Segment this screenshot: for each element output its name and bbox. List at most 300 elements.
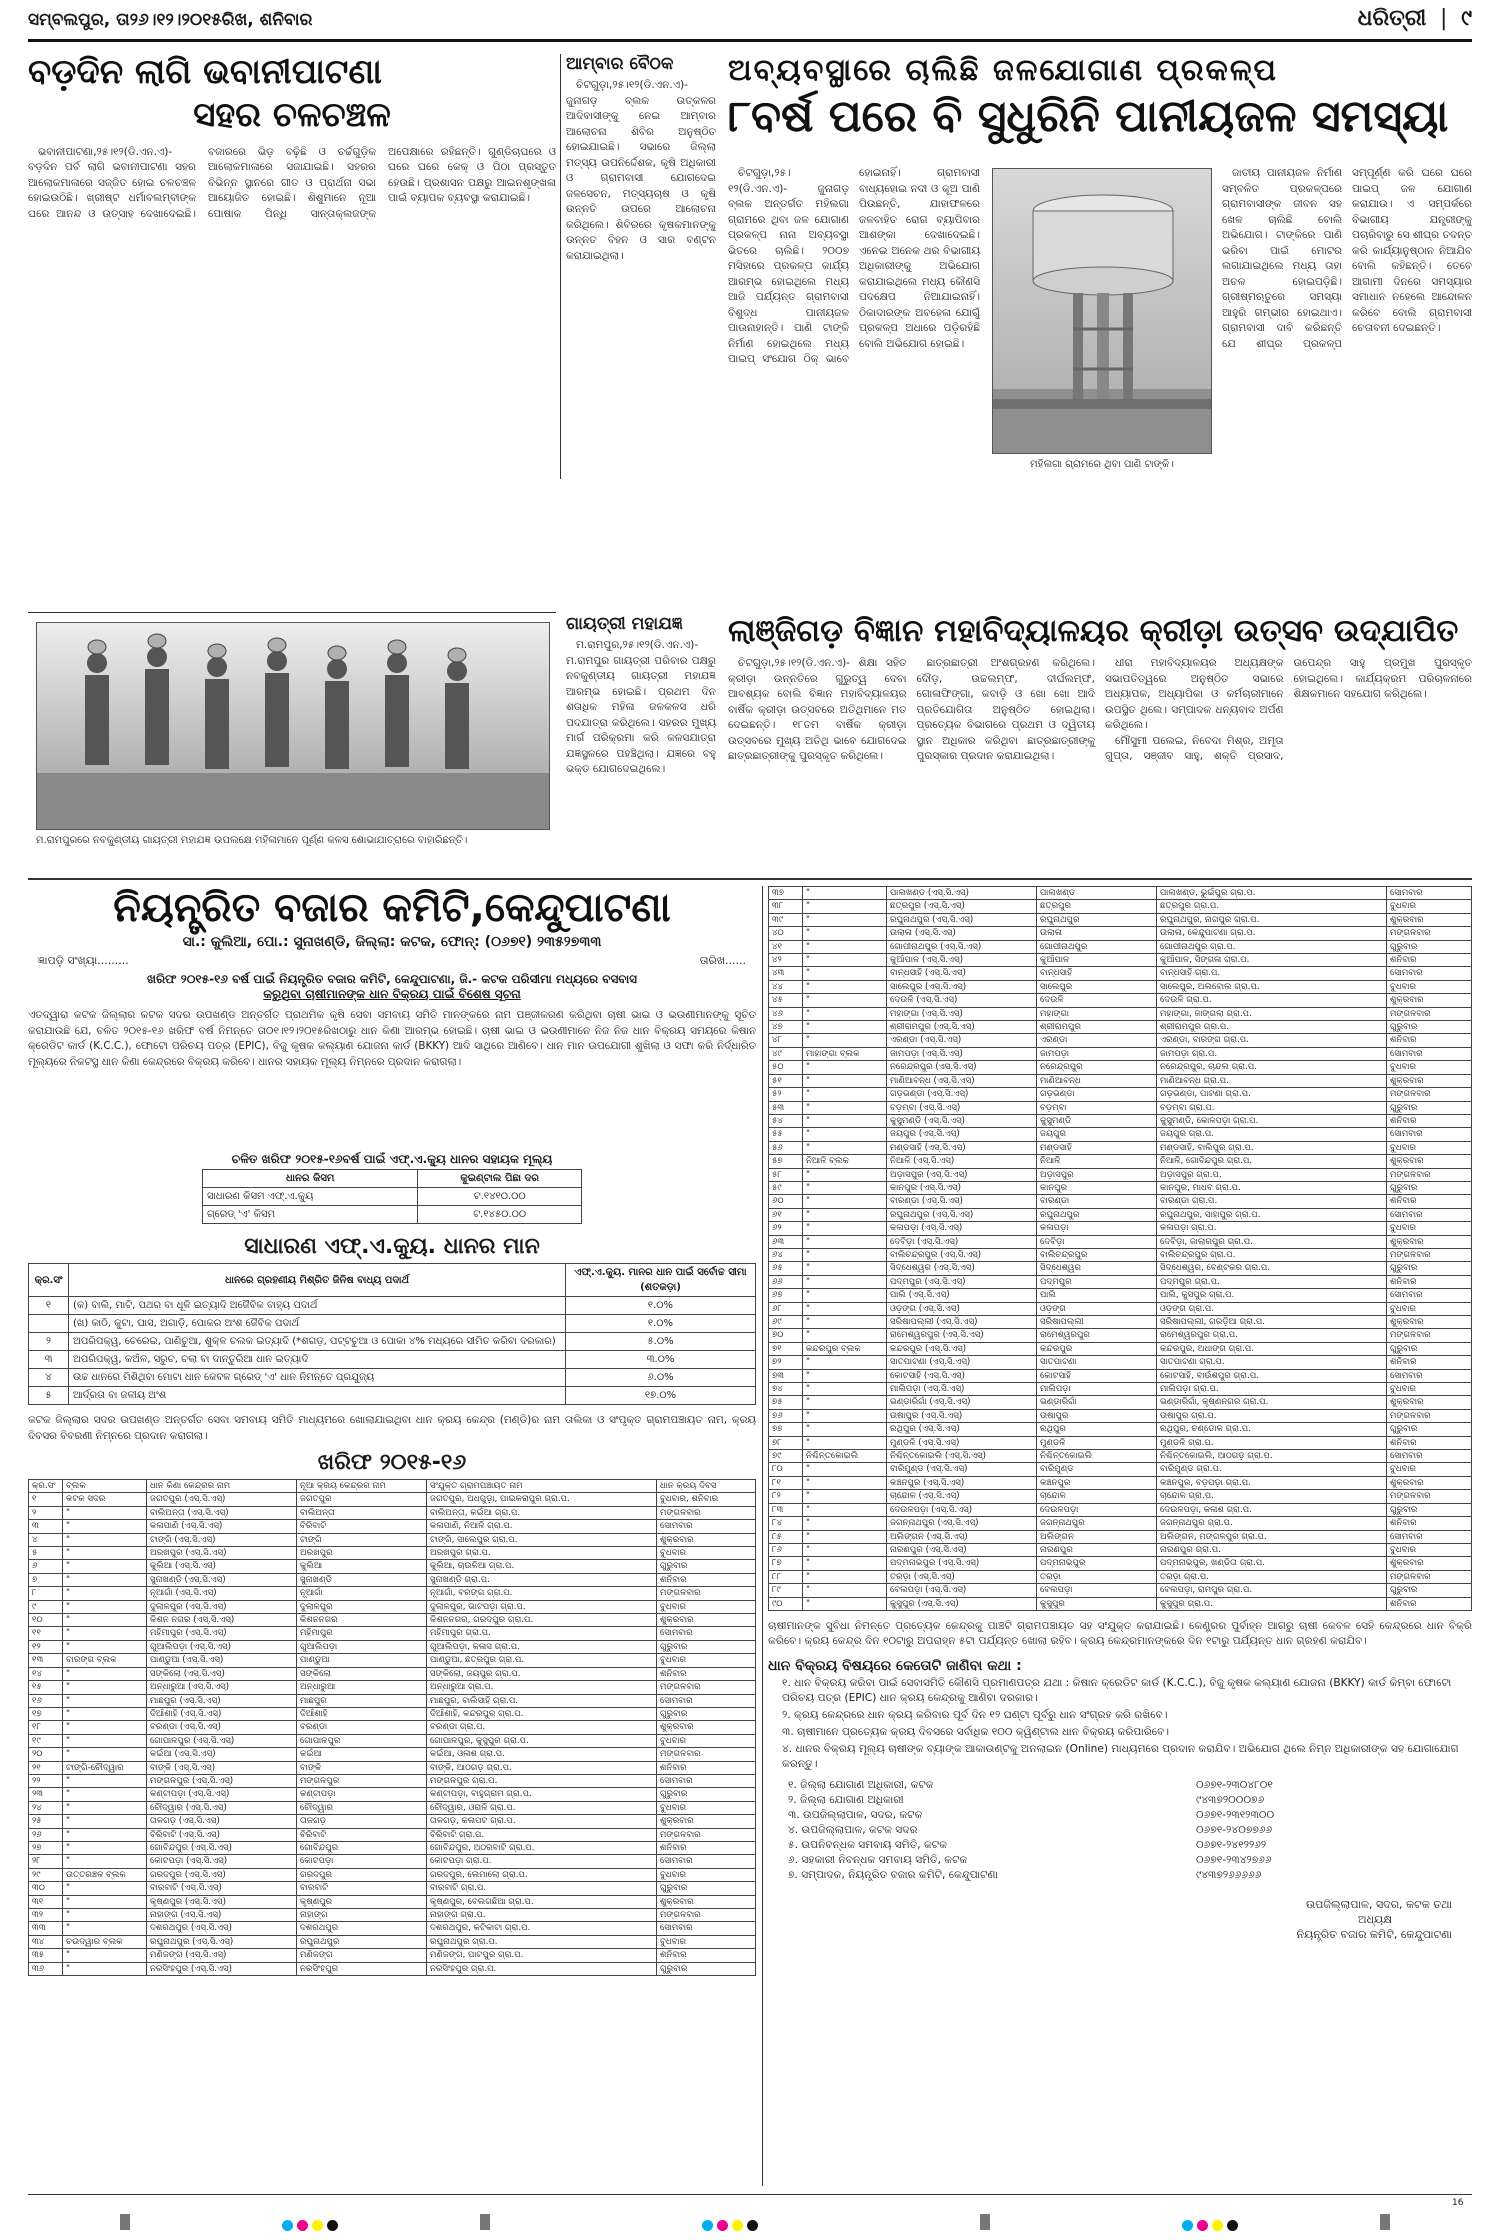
centre-cell: ଅଲିଙ୍ଗନ (ଏସ୍.ସି.ଏସ୍): [887, 1530, 1037, 1543]
centre-cell: ଦିଆଁଶାହି: [297, 1707, 427, 1720]
centre-cell: ଚୌଦ୍ୱାର, ଓରାଳି ଗ୍ରା.ପ.: [427, 1801, 657, 1814]
table-row: [769, 1490, 1472, 1503]
table-row: [29, 1694, 756, 1707]
centre-cell: ": [803, 980, 887, 993]
centre-cell: ": [63, 1895, 147, 1908]
centre-cell: ଶନିବାର: [1387, 1436, 1472, 1449]
table-row: [29, 1520, 756, 1533]
centre-cell: ଗରଦପୁର, ଲେମାଲୋ ଗ୍ରା.ପ.: [427, 1868, 657, 1881]
centre-cell: ବେଲପଡ଼ା, ରାମପୁର ଗ୍ରା.ପ.: [1157, 1584, 1387, 1597]
table-row: [769, 1034, 1472, 1047]
centre-cell: ମୁଣ୍ଡଳି: [1037, 1436, 1157, 1449]
table-row: [769, 1503, 1472, 1516]
centre-cell: ୩୧: [29, 1895, 63, 1908]
story-sports-text-4: ମୌସୁମୀ ପଲେଇ, ନିବେଦା ମିଶ୍ର, ଅମୃତା ଗୁପ୍ତା, ସଞ୍ଜୀବ ସାହୁ, ଶକ୍ତି ପ୍ରସାଦ, ଉପେନ୍ଦ୍ର ସାହୁ ପ୍ରମୁଖ ପୁରସ୍କୃତ ହୋଇଥିଲେ। କାର୍ଯ୍ୟକ୍ରମ ପରିଚାଳନାରେ ଶିକ୍ଷକମାନେ ସହଯୋଗ କରିଥିଲେ।: [1105, 657, 1472, 763]
centre-cell: ଗୁଆଲିପଡ଼ା (ଏସ୍.ସି.ଏସ୍): [147, 1640, 297, 1653]
table-row: [769, 1557, 1472, 1570]
centre-cell: ୯: [29, 1600, 63, 1613]
centre-cell: ନରସିଂହପୁର: [297, 1962, 427, 1975]
centre-cell: ନିଆଳି: [1037, 1155, 1157, 1168]
table-row: [769, 980, 1472, 993]
centre-cell: ୩୯: [769, 913, 803, 926]
centre-cell: ": [63, 1801, 147, 1814]
centre-cell: କଳାପଡ଼ା ଗ୍ରା.ପ.: [1157, 1222, 1387, 1235]
centre-cell: ବାରିମୁଣ୍ଡ (ଏସ୍.ସି.ଏସ୍): [887, 1463, 1037, 1476]
registration-mark: [980, 2214, 990, 2230]
centre-cell: ": [63, 1587, 147, 1600]
centre-cell: ": [63, 1560, 147, 1573]
centre-cell: ୪୮: [769, 1034, 803, 1047]
story-sports-text-3: ଧୀରା ମହାବିଦ୍ୟାଳୟର ଅଧ୍ୟକ୍ଷଙ୍କ ସଭାପତିତ୍ୱରେ ଅନୁଷ୍ଠିତ ସଭାରେ ଅଧ୍ୟାପକ, ଅଧ୍ୟାପିକା ଓ କର୍ମଚାରୀମାନେ ଉପସ୍ଥିତ ଥିଲେ। ସମ୍ପାଦକ ଧନ୍ୟବାଦ ଅର୍ପଣ କରିଥିଲେ।: [1105, 657, 1284, 732]
centre-cell: ଗୁରୁବାର: [1387, 1021, 1472, 1034]
table-row: [29, 1828, 756, 1841]
centre-cell: ": [803, 1101, 887, 1114]
centre-cell: ଚାନ୍ଦୋଳ: [1037, 1490, 1157, 1503]
centre-cell: ପଦ୍ମପୁର ଗ୍ରା.ପ.: [1157, 1275, 1387, 1288]
centre-cell: ସୋମବାର: [1387, 1289, 1472, 1302]
centre-cell: କାନପୁର: [1037, 1181, 1157, 1194]
centre-cell: ଗୁରୁବାର: [657, 1640, 756, 1653]
centre-cell: ଦୁଲାଳପୁର, ଭାଟପଡ଼ା ଗ୍ରା.ପ.: [427, 1600, 657, 1613]
centre-cell: ": [803, 1396, 887, 1409]
centre-cell: ": [63, 1774, 147, 1787]
centre-cell: କୁସୁପୁର (ଏସ୍.ସି.ଏସ୍): [887, 1597, 1037, 1610]
centre-cell: ": [803, 1369, 887, 1382]
contact-phone: ୦୬୭୧-୨୪୧୨୨୬୨: [1195, 1838, 1267, 1851]
centre-cell: ମୁଣ୍ଡଳି (ଏସ୍.ସି.ଏସ୍): [887, 1436, 1037, 1449]
centre-cell: ": [803, 967, 887, 980]
ad-memo: ଜ୍ଞାପଡ଼ି ସଂଖ୍ୟା.........: [38, 954, 129, 967]
centre-cell: ": [63, 1627, 147, 1640]
centre-cell: ବାଲିଚନ୍ଦ୍ରପୁର (ଏସ୍.ସି.ଏସ୍): [887, 1248, 1037, 1261]
centre-cell: ରାମେଶ୍ୱରପୁର: [1037, 1329, 1157, 1342]
centre-cell: ପାଣ୍ଡୁଆ, ଛତ୍ରପୁର ଗ୍ରା.ପ.: [427, 1654, 657, 1667]
table-row: [788, 1853, 1348, 1868]
quality-header-sl: କ୍ର.ସଂ: [29, 1264, 69, 1297]
centre-cell: ": [803, 1476, 887, 1489]
centre-cell: ": [803, 1316, 887, 1329]
centre-cell: ପଦ୍ମପୁର: [1037, 1275, 1157, 1288]
centre-cell: ବୁଧବାର: [1387, 900, 1472, 913]
centre-cell: ": [63, 1815, 147, 1828]
centre-cell: କନ୍ଦରପୁର: [1037, 1342, 1157, 1355]
centre-cell: ୮୪: [769, 1517, 803, 1530]
quality-cell: ୩.୦%: [566, 1351, 756, 1369]
centre-cell: ବାନ୍ଧସାହି ଗ୍ରା.ପ.: [1157, 967, 1387, 980]
centre-cell: ଏରଣ୍ଡା, ବାରଙ୍ଗ ଗ୍ରା.ପ.: [1157, 1034, 1387, 1047]
centre-cell: ମଙ୍ଗଳବାର: [657, 1909, 756, 1922]
table-row: [29, 1962, 756, 1975]
centre-cell: ୮୩: [769, 1503, 803, 1516]
centre-cell: କୋଟପଡ଼ା (ଏସ୍.ସି.ଏସ୍): [147, 1855, 297, 1868]
centre-cell: ": [803, 1597, 887, 1610]
ad-subject-2: କରୁଥିବା ଚାଷୀମାନଙ୍କ ଧାନ ବିକ୍ରୟ ପାଇଁ ବିଶେଷ ସୂଚନା: [263, 987, 521, 1001]
centre-cell: ନିଶ୍ଚିନ୍ତକୋଇଲି: [1037, 1450, 1157, 1463]
centre-cell: ଟାଙ୍ଗି: [297, 1533, 427, 1546]
centre-cell: ମାଛପୁର: [297, 1694, 427, 1707]
table-row: [29, 1573, 756, 1586]
centre-cell: କୁଲିଆ (ଏସ୍.ସି.ଏସ୍): [147, 1560, 297, 1573]
contact-name: ୬. ସହକାରୀ ନିବନ୍ଧକ ସମବାୟ ସମିତି, କଟକ: [788, 1853, 968, 1866]
centre-cell: ୩: [29, 1520, 63, 1533]
centre-cell: ମାଛପୁର, ବାଲିସାହି ଗ୍ରା.ପ.: [427, 1694, 657, 1707]
quality-cell: ୧: [29, 1297, 69, 1315]
contact-name: ୧. ଜିଲ୍ଲା ଯୋଗାଣ ଅଧିକାରୀ, କଟକ: [788, 1778, 934, 1791]
centre-cell: ମଙ୍ଗଳବାର: [1387, 1168, 1472, 1181]
table-row: [769, 1476, 1472, 1489]
centre-cell: ": [803, 1570, 887, 1583]
centre-cell: ବିରିବାଟି ଗ୍ରା.ପ.: [427, 1828, 657, 1841]
centre-cell: ମହିମାପୁର ଗ୍ରା.ପ.: [427, 1627, 657, 1640]
centre-cell: ମଙ୍ଗଳବାର: [657, 1587, 756, 1600]
centre-cell: ୨୦: [29, 1748, 63, 1761]
info-point: ୩. ଚାଷୀମାନେ ପ୍ରତ୍ୟେକ କ୍ରୟ ଦିବସରେ ସର୍ବାଧିକ ୧୦୦ କ୍ୱିଣ୍ଟାଲ ଧାନ ବିକ୍ରୟ କରିପାରିବେ।: [782, 1725, 1170, 1738]
table-row: [29, 1841, 756, 1854]
centre-cell: ୮୦: [769, 1463, 803, 1476]
centre-cell: ଚଉଦ୍ୱାର ବ୍ଲକ: [63, 1935, 147, 1948]
centre-cell: ଛତ୍ରପୁର ଗ୍ରା.ପ.: [1157, 900, 1387, 913]
centre-cell: ଶନିବାର: [657, 1761, 756, 1774]
centre-cell: ୬୧: [769, 1208, 803, 1221]
centre-cell: ୧୧: [29, 1627, 63, 1640]
centre-cell: ଅଲିଙ୍ଗନ: [1037, 1530, 1157, 1543]
story-meeting-body: [566, 78, 716, 473]
centre-cell: ବାରଙ୍ଗ ବ୍ଲକ: [63, 1654, 147, 1667]
centre-cell: ସୋମବାର: [1387, 1530, 1472, 1543]
centre-cell: ": [63, 1788, 147, 1801]
table-row: [29, 1654, 756, 1667]
centre-cell: ଗୁରୁବାର: [657, 1962, 756, 1975]
centre-cell: ": [803, 1208, 887, 1221]
centre-cell: ୭୪: [769, 1383, 803, 1396]
centre-cell: ୩୪: [29, 1935, 63, 1948]
table-row: [29, 1761, 756, 1774]
centre-cell: ": [803, 1168, 887, 1181]
centre-cell: ବୁଧବାର: [1387, 1222, 1472, 1235]
centre-cell: ବରଣ୍ଡା (ଏସ୍.ସି.ଏସ୍): [147, 1721, 297, 1734]
centre-cell: ରଘୁନାଥପୁର (ଏସ୍.ସି.ଏସ୍): [147, 1935, 297, 1948]
centre-cell: ନାରଣପୁର (ଏସ୍.ସି.ଏସ୍): [887, 1543, 1037, 1556]
centre-cell: ଶୁକ୍ରବାର: [1387, 1235, 1472, 1248]
centre-cell: ": [803, 1517, 887, 1530]
centre-cell: ସାଲେପୁର (ଏସ୍.ସି.ଏସ୍): [887, 980, 1037, 993]
centre-cell: ଦେଉଳପଡ଼ା (ଏସ୍.ସି.ଏସ୍): [887, 1503, 1037, 1516]
centre-cell: ୪୯: [769, 1047, 803, 1060]
centre-cell: ଉଷାପୁର: [1037, 1409, 1157, 1422]
procession-illustration: [37, 623, 550, 830]
centre-cell: ଦେବିଡ଼ା, ଜାଲାରପୁର ଗ୍ରା.ପ.: [1157, 1235, 1387, 1248]
centre-cell: ସଙ୍କିଲୋ: [297, 1667, 427, 1680]
centre-cell: ମହାଙ୍ଗା (ଏସ୍.ସି.ଏସ୍): [887, 1007, 1037, 1020]
centre-cell: ୪୨: [769, 954, 803, 967]
story-water-kicker: ଅବ୍ୟବସ୍ଥାରେ ଚାଲିଛି ଜଳଯୋଗାଣ ପ୍ରକଳ୍ପ: [728, 53, 1278, 88]
centre-cell: ୭୭: [769, 1423, 803, 1436]
centre-cell: ଶୁକ୍ରବାର: [1387, 1396, 1472, 1409]
centre-cell: ": [803, 1503, 887, 1516]
centre-cell: ମଣ୍ଡସାହି: [1037, 1141, 1157, 1154]
contacts-body: [788, 1778, 1348, 1883]
table-row: [769, 1141, 1472, 1154]
centre-cell: ଉଲାଳା, କେନ୍ଦୁପାଟଣା ଗ୍ରା.ପ.: [1157, 927, 1387, 940]
centre-cell: ତରଡ଼ା: [1037, 1570, 1157, 1583]
ad-column-divider: [762, 886, 763, 2186]
paper-title: ଧରିତ୍ରୀ: [1357, 6, 1427, 31]
centre-cell: ": [63, 1533, 147, 1546]
table-row: [769, 1128, 1472, 1141]
centre-cell: ବଡ଼ମ୍ବା (ଏସ୍.ସି.ଏସ୍): [887, 1101, 1037, 1114]
centre-cell: ଜଗନ୍ନାଥପୁର: [1037, 1517, 1157, 1530]
centre-table-body: [29, 1493, 756, 1976]
centre-cell: ସୁନାଖଣ୍ଡି ଗ୍ରା.ପ.: [427, 1573, 657, 1586]
signatory-3: ନିୟନ୍ତ୍ରିତ ବଜାର କମିଟି, କେନ୍ଦୁପାଟଣା: [1296, 1927, 1452, 1941]
centre-cell: ": [803, 1021, 887, 1034]
quality-cell: ଉଚ୍ଚ ଧାନରେ ମିଶିଥିବା ମୋଟା ଧାନ କେବଳ ଗ୍ରେଡ୍ 'ଏ' ଧାନ ନିମନ୍ତେ ପ୍ରଯୁଜ୍ୟ: [69, 1369, 566, 1387]
centre-cell: ସରିଷାପଲ୍ଲୀ, ଗରଡ଼ିଆ ଗ୍ରା.ପ.: [1157, 1316, 1387, 1329]
centre-header-cell: ଧାନ କିଣା କେନ୍ଦ୍ରର ନାମ: [147, 1480, 297, 1493]
closing-note: ଚାଷୀମାନଙ୍କ ସୁବିଧା ନିମନ୍ତେ ପ୍ରତ୍ୟେକ କେନ୍ଦ୍ରକୁ ପାଞ୍ଚଟି ଗ୍ରାମପଞ୍ଚାୟତ ସହ ସଂଯୁକ୍ତ କରାଯାଇଛି। କେଣ୍ଟ୍ରର ପୁର୍ବାହ୍ନ ଆଗରୁ ଚାଷୀ କେବଳ ସେହି କେନ୍ଦ୍ରରେ ଧାନ ବିକ୍ରି କରିବେ। କ୍ରୟ କେନ୍ଦ୍ର ଦିନ ୧୦ଟାରୁ ଅପରାହ୍ନ ୫ଟା ପର୍ଯ୍ୟନ୍ତ ଖୋଲା ରହିବ। କ୍ରୟ କେନ୍ଦ୍ରମାନଙ୍କରେ ଦିନ ୧ଟାରୁ ପର୍ଯ୍ୟନ୍ତ ଧାନ ଗ୍ରହଣ କରାଯିବ।: [768, 1619, 1472, 1648]
centre-cell: ବିରିବାଟି: [297, 1520, 427, 1533]
centre-cell: ": [803, 1128, 887, 1141]
centre-cell: ୭୮: [769, 1436, 803, 1449]
quality-cell: ୫.୦%: [566, 1333, 756, 1351]
centre-cell: ଜଗନ୍ନାଥପୁର (ଏସ୍.ସି.ଏସ୍): [887, 1517, 1037, 1530]
centre-cell: ପାଲି: [1037, 1289, 1157, 1302]
centre-cell: ଶୁକ୍ରବାର: [657, 1721, 756, 1734]
centre-cell: ମଙ୍ଗଳପୁର: [297, 1774, 427, 1787]
centre-cell: ": [803, 913, 887, 926]
color-dots: [700, 2216, 760, 2235]
centre-cell: ୨୮: [29, 1855, 63, 1868]
centre-cell: ବାଲିଅନ୍ତା (ଏସ୍.ସି.ଏସ୍): [147, 1506, 297, 1519]
table-row: [769, 1342, 1472, 1355]
story-water-body-right: [1222, 166, 1472, 476]
story-sports-headline: ଲାଞ୍ଜିଗଡ଼ ବିଜ୍ଞାନ ମହାବିଦ୍ୟାଳୟର କ୍ରୀଡ଼ା ଉତ୍ସବ ଉଦ୍ଯାପିତ: [728, 613, 1459, 649]
centre-cell: ": [63, 1600, 147, 1613]
centre-cell: ଅରଖପୁର (ଏସ୍.ସି.ଏସ୍): [147, 1547, 297, 1560]
paper-name: ଧରିତ୍ରୀ | ୯: [1357, 6, 1472, 31]
table-row: [203, 1188, 582, 1206]
centre-cell: ଅରଖପୁର: [297, 1547, 427, 1560]
centre-cell: ନୂଆଗାଁ, ବରଙ୍ଗ ଗ୍ରା.ପ.: [427, 1587, 657, 1600]
table-row: [29, 1721, 756, 1734]
table-row: [769, 1061, 1472, 1074]
centre-cell: ୭୦: [769, 1329, 803, 1342]
centre-cell: ମଙ୍ଗଳବାର: [1387, 1409, 1472, 1422]
centre-cell: କୃଷ୍ଣପୁର: [297, 1895, 427, 1908]
centre-cell: ମଙ୍ଗଳବାର: [1387, 1329, 1472, 1342]
centre-cell: ଗୁରୁବାର: [657, 1882, 756, 1895]
centre-cell: ଗୋବିନ୍ଦପୁର: [297, 1841, 427, 1854]
quality-cell: ଅପରିପକ୍ୱ, କଅଁଳ, ସରୁଚ, ଚଲା ବା ଦାନ୍ତୁରିଆ ଧାନ ଇତ୍ୟାଦି: [69, 1351, 566, 1369]
centre-cell: ସାତପାଟଣା (ଏସ୍.ସି.ଏସ୍): [887, 1356, 1037, 1369]
table-row: [29, 1533, 756, 1546]
table-row: [769, 1074, 1472, 1087]
centre-cell: କୁସୁପୁର: [1037, 1597, 1157, 1610]
date-line: ସମ୍ବଲପୁର, ତା୨୬।୧୨।୨୦୧୫ରିଖ, ଶନିବାର: [28, 10, 313, 30]
table-row: [769, 954, 1472, 967]
table-row: [769, 1369, 1472, 1382]
centre-cell: ନିଆଳି (ଏସ୍.ସି.ଏସ୍): [887, 1155, 1037, 1168]
quality-table-body: [29, 1297, 756, 1405]
centre-cell: କଞ୍ଚନପୁର, ବଡ଼ପଡ଼ା ଗ୍ରା.ପ.: [1157, 1476, 1387, 1489]
ad-date: ତାରିଖ......: [699, 954, 746, 967]
centre-cell: ବଡ଼ମ୍ବା: [1037, 1101, 1157, 1114]
centre-cell: ବାଙ୍କି: [297, 1761, 427, 1774]
centre-cell: ": [63, 1855, 147, 1868]
centre-cell: ବୁଧବାର: [657, 1868, 756, 1881]
quality-cell: ୫: [29, 1387, 69, 1405]
centre-cell: ": [63, 1841, 147, 1854]
registration-mark: [480, 2214, 490, 2230]
centre-cell: କନ୍ଦରପୁର ବ୍ଲକ: [803, 1342, 887, 1355]
centre-cell: ୬୨: [769, 1222, 803, 1235]
centre-cell: ବାନ୍ଧସାହି: [1037, 967, 1157, 980]
centre-cell: ସୋମବାର: [1387, 1208, 1472, 1221]
centre-cell: ଟାଙ୍ଗି, ସାଲେପୁର ଗ୍ରା.ପ.: [427, 1533, 657, 1546]
centre-cell: ନରସିଂହପୁର (ଏସ୍.ସି.ଏସ୍): [147, 1962, 297, 1975]
quality-cell: [29, 1315, 69, 1333]
table-row: [29, 1748, 756, 1761]
quality-header-item: ଧାନରେ ଗ୍ରହଣୀୟ ମିଶ୍ରିତ ଜିନିଷ ବାଧ୍ୟ ପଦାର୍ଥ: [69, 1264, 566, 1297]
centre-cell: ": [63, 1748, 147, 1761]
centre-cell: ଗୋପୀନାଥପୁର (ଏସ୍.ସି.ଏସ୍): [887, 940, 1037, 953]
centre-cell: ": [803, 1195, 887, 1208]
centre-cell: ବରଣ୍ଡା: [297, 1721, 427, 1734]
centre-cell: ବୁଧବାର: [657, 1801, 756, 1814]
centre-cell: ବେଲପଡ଼ା (ଏସ୍.ସି.ଏସ୍): [887, 1584, 1037, 1597]
centre-cell: ": [803, 1222, 887, 1235]
centre-cell: ଉଲାଳା: [1037, 927, 1157, 940]
centre-cell: ": [803, 994, 887, 1007]
table-row: [29, 1855, 756, 1868]
centre-cell: ବାରଣ୍ଡା ଗ୍ରା.ପ.: [1157, 1195, 1387, 1208]
centre-cell: ୫୪: [769, 1114, 803, 1127]
centre-cell: ରଘୁନାଥପୁର: [1037, 1208, 1157, 1221]
centre-cell: ": [803, 1088, 887, 1101]
centre-cell: କିଶନ ନଗର (ଏସ୍.ସି.ଏସ୍): [147, 1614, 297, 1627]
centre-cell: କାନପୁର (ଏସ୍.ସି.ଏସ୍): [887, 1181, 1037, 1194]
centre-cell: ଗୁରୁବାର: [657, 1707, 756, 1720]
centre-cell: ପଦ୍ମନାଭପୁର (ଏସ୍.ସି.ଏସ୍): [887, 1557, 1037, 1570]
table-row: [769, 1396, 1472, 1409]
centre-cell: ଏରଣ୍ଡା (ଏସ୍.ସି.ଏସ୍): [887, 1034, 1037, 1047]
centre-cell: ଜୟପୁର ଗ୍ରା.ପ.: [1157, 1128, 1387, 1141]
centre-cell: ବାଙ୍କି (ଏସ୍.ସି.ଏସ୍): [147, 1761, 297, 1774]
centre-cell: ": [803, 1436, 887, 1449]
table-row: [29, 1333, 756, 1351]
centre-cell: ": [803, 1530, 887, 1543]
table-row: [29, 1949, 756, 1962]
centre-cell: ନାହାଙ୍ଗ (ଏସ୍.ସି.ଏସ୍): [147, 1909, 297, 1922]
centre-cell: ୭୧: [769, 1342, 803, 1355]
centre-cell: ": [63, 1640, 147, 1653]
table-row: [29, 1801, 756, 1814]
centre-cell: ବିରିବାଟି (ଏସ୍.ସି.ଏସ୍): [147, 1828, 297, 1841]
centre-cell: ଶନିବାର: [1387, 1597, 1472, 1610]
centre-cell: ବୁଧବାର: [657, 1600, 756, 1613]
centre-cell: କଳାପାଣି (ଏସ୍.ସି.ଏସ୍): [147, 1520, 297, 1533]
centre-cell: ଶୁକ୍ରବାର: [1387, 994, 1472, 1007]
centre-cell: କିଶନନଗର, ଗରଦପୁର ଗ୍ରା.ପ.: [427, 1614, 657, 1627]
ad-notice: ଏତଦ୍ୱାରା କଟକ ଜିଲ୍ଲାର କଟକ ସଦର ଉପଖଣ୍ଡ ଅନ୍ତର୍ଗତ ପ୍ରାଥମିକ କୃଷି ସେବା ସମବାୟ ସମିତି ମାନଙ୍କରେ ନାମ ପଞ୍ଜୀକରଣ କରିଥିବା ଚାଷୀ ଭାଇ ଓ ଭଉଣୀମାନଙ୍କୁ ସୂଚିତ କରାଯାଉଛି ଯେ, ଚଳିତ ୨୦୧୫-୧୬ ଖରିଫ ବର୍ଷ ନିମନ୍ତେ ତା୦୧।୧୨।୨୦୧୫ରିଖଠାରୁ ଧାନ କିଣା ଆରମ୍ଭ ହୋଇଛି। ଚାଷୀ ଭାଇ ଓ ଭଉଣୀମାନେ ନିଜ ନିଜ ଧାନ ବିକ୍ରୟ ସମୟରେ କିଷାନ କ୍ରେଡିଟ କାର୍ଡ (K.C.C.), ଫୋଟୋ ପରିଚୟ ପତ୍ର (EPIC), ବିଜୁ କୃଷକ କଲ୍ୟାଣ ଯୋଜନା କାର୍ଡ (BKKY) ଆଦି ସାଥିରେ ଆଣିବେ। ଧାନ ମାନ ଉପଯୋଗୀ ଶୁଖିଲା ଓ ସଫା କରି ନିର୍ଦ୍ଧାରିତ ମୂଲ୍ୟରେ ନିକଟସ୍ଥ ଧାନ କିଣା କେନ୍ଦ୍ରରେ ବିକ୍ରୟ କରିବେ। ଧାନର ସହାୟକ ମୂଲ୍ୟ ନିମ୍ନରେ ପ୍ରଦାନ କରାଗଲା।: [28, 1009, 756, 1068]
centre-cell: ବୁଧବାର, ଶନିବାର: [657, 1493, 756, 1506]
centre-cell: କଣ୍ଟାପଡ଼ା: [297, 1788, 427, 1801]
contact-phone: ୦୬୭୧-୨୩୦୪୮୦୧: [1195, 1778, 1273, 1791]
table-row: [769, 1423, 1472, 1436]
table-row: [769, 1316, 1472, 1329]
centre-cell: ୪: [29, 1533, 63, 1546]
centre-cell: ବାରବାଟି ଗ୍ରା.ପ.: [427, 1882, 657, 1895]
centre-table-body: [769, 887, 1472, 1611]
centre-cell: ରଘୁନାଥପୁର: [297, 1935, 427, 1948]
centre-cell: କଇଁଆ: [297, 1748, 427, 1761]
centre-cell: ବାରିମୁଣ୍ଡ ଗ୍ରା.ପ.: [1157, 1463, 1387, 1476]
centre-cell: ଶନିବାର: [657, 1667, 756, 1680]
centre-cell: କୁଆଁପାଳ (ଏସ୍.ସି.ଏସ୍): [887, 954, 1037, 967]
centre-cell: ଦିଆଁଶାହି (ଏସ୍.ସି.ଏସ୍): [147, 1707, 297, 1720]
centre-cell: ଗୁରୁବାର: [1387, 1423, 1472, 1436]
centre-cell: ଜାମପଡ଼ା (ଏସ୍.ସି.ଏସ୍): [887, 1047, 1037, 1060]
centre-cell: ": [803, 1543, 887, 1556]
centre-cell: ରଥିପୁର: [1037, 1423, 1157, 1436]
centre-cell: ନୂଆଗାଁ: [297, 1587, 427, 1600]
centre-cell: ୪୧: [769, 940, 803, 953]
centre-cell: ଗରଦପୁର: [297, 1868, 427, 1881]
centre-cell: ଓଡ଼ଙ୍ଗ ଗ୍ରା.ପ.: [1157, 1302, 1387, 1315]
table-row: [769, 1450, 1472, 1463]
centre-cell: କୁଲିଆ, ଚାଉଳିଆ ଗ୍ରା.ପ.: [427, 1560, 657, 1573]
contact-phone: ୦୬୭୧-୨୪୦୭୭୬୬: [1195, 1823, 1273, 1836]
quality-cell: ଆର୍ଦ୍ରତା ବା ଜଳୀୟ ଅଂଶ: [69, 1387, 566, 1405]
centre-cell: ୮୧: [769, 1476, 803, 1489]
story-water-text-right: ଜାତୀୟ ପାନୀୟଜଳ ନିର୍ମାଣ ସମ୍ବଳିତ ପ୍ରକଳ୍ପରେ ଗ୍ରାମବାସୀଙ୍କ ଜୀବନ ସହ ଖେଳ ଚାଲିଛି ବୋଲି ଅଭିଯୋଗ। ଟାଙ୍କିରେ ପାଣି ଭରିବା ପାଇଁ ମୋଟର ଲଗାଯାଇଥିଲେ ମଧ୍ୟ ତାହା ଅଚଳ ହୋଇପଡ଼ିଛି। ଗ୍ରୀଷ୍ମଋତୁରେ ସମସ୍ୟା ଆହୁରି ଗମ୍ଭୀର ହୋଇଥାଏ। ଗ୍ରାମବାସୀ ଦାବି କରିଛନ୍ତି ଯେ ଶୀଘ୍ର ପ୍ରକଳ୍ପ ସମ୍ପୂର୍ଣ୍ଣ କରି ଘରେ ଘରେ ପାଇପ୍ ଜଳ ଯୋଗାଣ କରାଯାଉ। ଏ ସମ୍ପର୍କରେ ବିଭାଗୀୟ ଯନ୍ତ୍ରୀଙ୍କୁ ପଚାରିବାରୁ ସେ ଶୀଘ୍ର ତଦନ୍ତ କରି କାର୍ଯ୍ୟାନୁଷ୍ଠାନ ନିଆଯିବ ବୋଲି କହିଛନ୍ତି। ତେବେ ଆଗାମୀ ଦିନରେ ସମସ୍ୟାର ସମାଧାନ ନହେଲେ ଆନ୍ଦୋଳନ କରିବେ ବୋଲି ଗ୍ରାମବାସୀ ଚେତାବନୀ ଦେଇଛନ୍ତି।: [1222, 167, 1472, 350]
centre-cell: ଅନ୍ଧାରୁଆ ଗ୍ରା.ପ.: [427, 1681, 657, 1694]
centre-cell: ": [803, 927, 887, 940]
centre-cell: ୪୫: [769, 994, 803, 1007]
centre-cell: କୋଟସାହି (ଏସ୍.ସି.ଏସ୍): [887, 1369, 1037, 1382]
table-row: [769, 1088, 1472, 1101]
centre-cell: ମଙ୍ଗଳବାର: [657, 1828, 756, 1841]
centre-cell: ନିଶ୍ଚିନ୍ତକୋଇଲି (ଏସ୍.ସି.ଏସ୍): [887, 1450, 1037, 1463]
centre-cell: ୪୭: [769, 1021, 803, 1034]
centre-cell: ୮୮: [769, 1570, 803, 1583]
table-row: [29, 1895, 756, 1908]
centre-cell: ୫୩: [769, 1101, 803, 1114]
centre-cell: ୨: [29, 1506, 63, 1519]
centre-cell: ": [63, 1828, 147, 1841]
centre-cell: ଗୁଆଲିପଡ଼ା, କଳାସ ଗ୍ରା.ପ.: [427, 1640, 657, 1653]
centre-cell: ": [803, 1141, 887, 1154]
centre-cell: ୪୦: [769, 927, 803, 940]
centre-cell: ସୋମବାର: [657, 1694, 756, 1707]
kharif-title: ଖରିଫ ୨୦୧୫-୧୬: [317, 1450, 467, 1475]
centre-cell: ": [803, 1383, 887, 1396]
centre-cell: ଅଲିଙ୍ଗନ, ମଙ୍ଗଳପୁର ଗ୍ରା.ପ.: [1157, 1530, 1387, 1543]
table-row: [788, 1838, 1348, 1853]
centre-cell: ୮୫: [769, 1530, 803, 1543]
centre-cell: ଶନିବାର: [1387, 954, 1472, 967]
centre-cell: ": [803, 1356, 887, 1369]
centre-cell: ବିରିବାଟି: [297, 1828, 427, 1841]
table-row: [769, 913, 1472, 926]
centre-cell: ଜୟପୁର: [1037, 1128, 1157, 1141]
centre-cell: ବାଲିଅନ୍ତା: [297, 1506, 427, 1519]
signatory-2: ଅଧ୍ୟକ୍ଷ: [1357, 1912, 1392, 1926]
centre-cell: ୧୯: [29, 1734, 63, 1747]
quality-cell: (କ) ବାଲି, ମାଟି, ପଥର ବା ଧୂଳି ଇତ୍ୟାଦି ଅଜୈବିକ ବାହ୍ୟ ପଦାର୍ଥ: [69, 1297, 566, 1315]
centre-cell: ": [803, 1584, 887, 1597]
centre-cell: ୭: [29, 1573, 63, 1586]
